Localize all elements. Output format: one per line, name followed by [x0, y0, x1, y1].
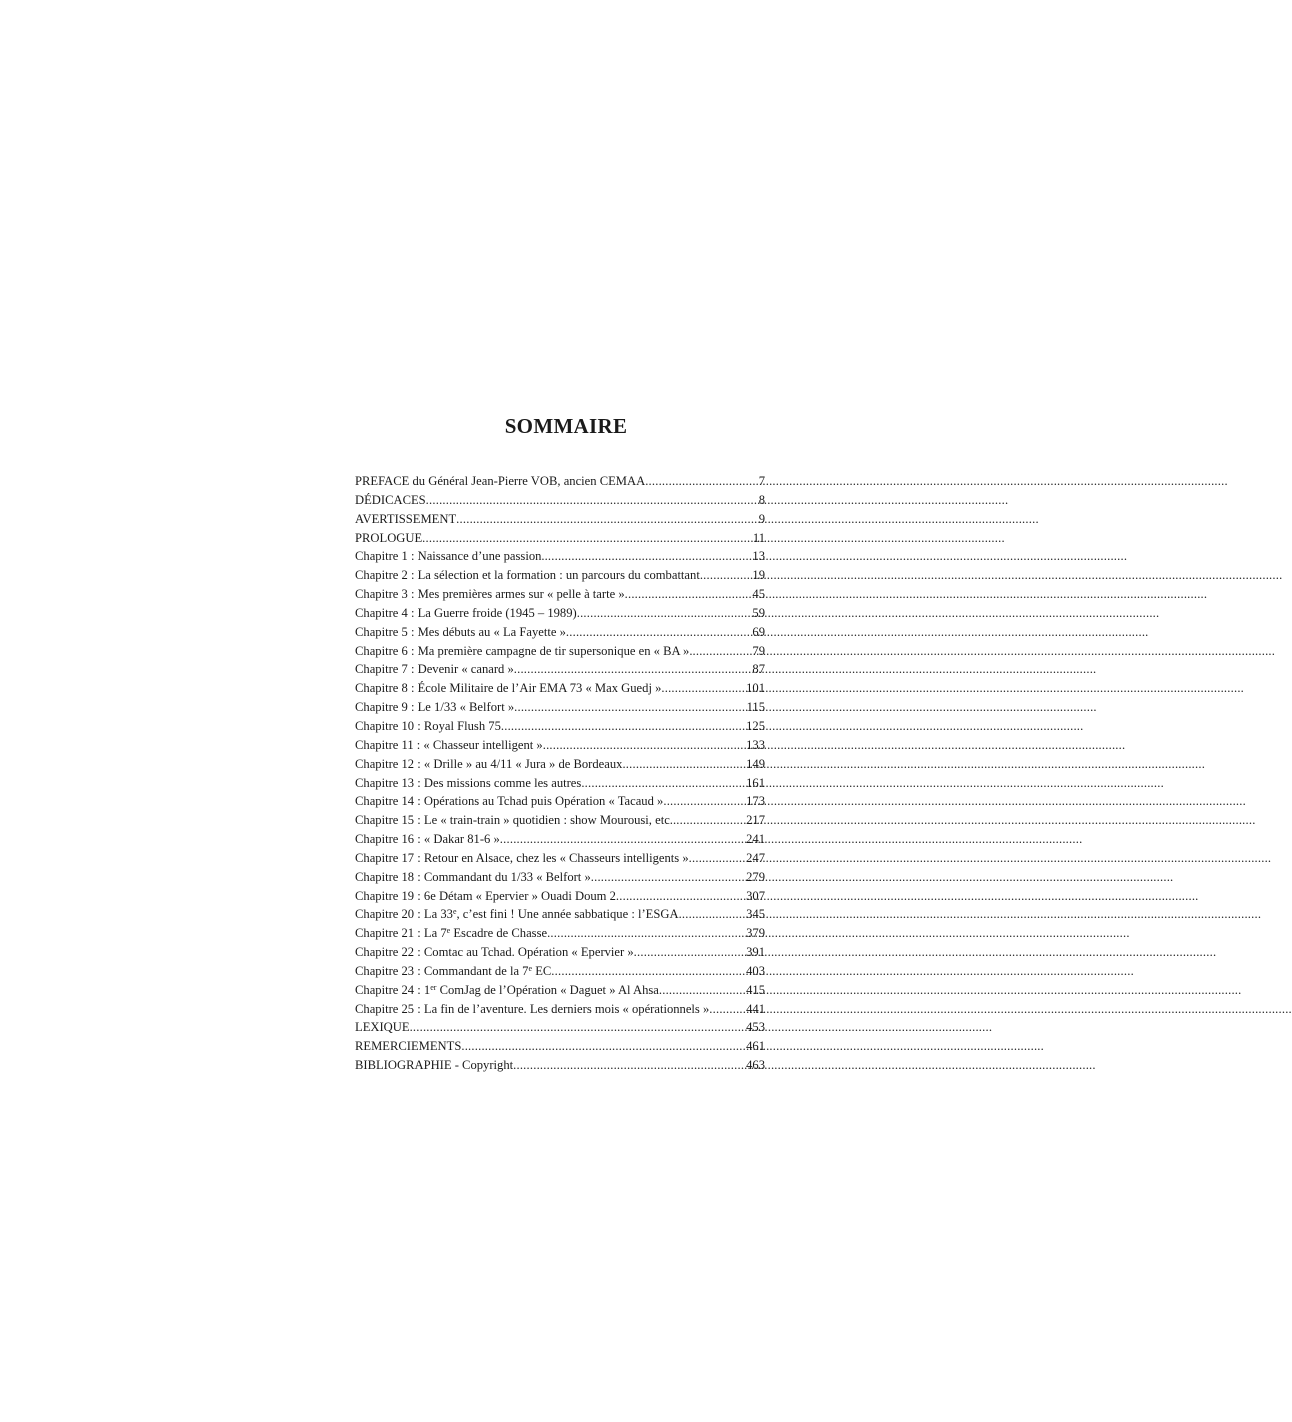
toc-dot-leader	[577, 604, 753, 623]
toc-entry-page-number: 379	[746, 926, 765, 941]
toc-dot-leader	[543, 736, 746, 755]
toc-entry-page-number: 463	[746, 1058, 765, 1073]
toc-entry-label-part: Chapitre 21 : La 7	[355, 926, 447, 941]
toc-entry-page-number: 9	[758, 511, 765, 526]
toc-entry	[355, 924, 765, 943]
toc-entry-label-part: Chapitre 24 : 1	[355, 982, 431, 997]
toc-entry	[355, 943, 765, 962]
toc-dot-leader	[709, 1000, 746, 1019]
toc-entry	[355, 491, 765, 510]
toc-entry-label	[355, 962, 551, 981]
toc-entry-page-number: 403	[746, 963, 765, 978]
toc-entry-label: Chapitre 17 : Retour en Alsace, chez les « Chasseurs intelligents »	[355, 850, 689, 865]
page-title: SOMMAIRE	[504, 414, 628, 438]
toc-entry-label-part: Chapitre 20 : La 33	[355, 907, 453, 922]
toc-dot-leader	[456, 510, 759, 529]
toc-entry-page-number: 19	[752, 568, 765, 583]
toc-entry-page-number: 101	[746, 681, 765, 696]
toc-dot-leader	[566, 623, 753, 642]
toc-entry-label-part: EC	[532, 963, 552, 978]
toc-entry	[355, 547, 765, 566]
toc-entry-page-number: 307	[746, 888, 765, 903]
toc-entry-page-number: 173	[746, 794, 765, 809]
toc-dot-leader	[461, 1037, 746, 1056]
toc-dot-leader	[547, 924, 746, 943]
toc-entry-page-number: 13	[752, 549, 765, 564]
toc-entry	[355, 792, 765, 811]
toc-entry	[355, 604, 765, 623]
toc-entry-page-number: 149	[746, 756, 765, 771]
toc-entry	[355, 905, 765, 924]
toc-dot-leader	[514, 698, 746, 717]
toc-dot-leader	[513, 1056, 746, 1075]
toc-dot-leader	[661, 679, 746, 698]
toc-dot-leader	[634, 943, 746, 962]
toc-entry-superscript: e	[446, 926, 451, 936]
toc-entry-superscript: er	[430, 982, 437, 992]
toc-dot-leader	[410, 1018, 747, 1037]
toc-entry-label: Chapitre 15 : Le « train-train » quotidien : show Mourousi, etc.	[355, 813, 673, 828]
toc-dot-leader	[689, 849, 746, 868]
toc-entry	[355, 736, 765, 755]
toc-dot-leader	[673, 811, 746, 830]
toc-entry-label: Chapitre 8 : École Militaire de l’Air EMA 73 « Max Guedj »	[355, 681, 662, 696]
toc-entry-page-number: 279	[746, 869, 765, 884]
toc-entry-label: Chapitre 19 : 6e Détam « Epervier » Ouadi Doum 2	[355, 888, 616, 903]
toc-entry-page-number: 7	[758, 474, 765, 488]
toc-entry-superscript: e	[452, 907, 457, 917]
toc-entry-page-number: 247	[746, 850, 765, 865]
toc-entry-page-number: 453	[746, 1020, 765, 1035]
toc-dot-leader	[622, 755, 746, 774]
toc-entry	[355, 962, 765, 981]
toc-entry	[355, 981, 765, 1000]
toc-entry-page-number: 8	[758, 492, 765, 507]
toc-dot-leader	[581, 774, 746, 793]
toc-entry-page-number: 161	[746, 775, 765, 790]
toc-entry-page-number: 115	[746, 700, 765, 715]
toc-entry	[355, 642, 765, 661]
toc-entry-label: Chapitre 9 : Le 1/33 « Belfort »	[355, 700, 515, 715]
toc-entry	[355, 868, 765, 887]
toc-entry-label	[355, 981, 659, 1000]
toc-entry-label: PREFACE du Général Jean-Pierre VOB, ancien CEMAA	[355, 474, 646, 488]
toc-entry	[355, 774, 765, 793]
toc-entry-label: Chapitre 2 : La sélection et la formation : un parcours du combattant	[355, 568, 700, 583]
toc-entry-label: Chapitre 16 : « Dakar 81-6 »	[355, 832, 500, 847]
toc-entry-page-number: 79	[752, 643, 765, 658]
toc-entry-label	[355, 905, 679, 924]
toc-entry	[355, 887, 765, 906]
toc-entry-label: Chapitre 14 : Opérations au Tchad puis Opération « Tacaud »	[355, 794, 664, 809]
toc-dot-leader	[663, 792, 746, 811]
toc-entry-page-number: 125	[746, 718, 765, 733]
toc-entry	[355, 660, 765, 679]
toc-dot-leader	[426, 491, 759, 510]
toc-entry-label: Chapitre 18 : Commandant du 1/33 « Belfort »	[355, 869, 591, 884]
toc-entry	[355, 679, 765, 698]
toc-entry-label: Chapitre 10 : Royal Flush 75	[355, 718, 501, 733]
toc-entry	[355, 849, 765, 868]
toc-entry-label: Chapitre 13 : Des missions comme les autres	[355, 775, 582, 790]
toc-entry-page-number: 391	[746, 945, 765, 960]
toc-entry-label: LEXIQUE	[355, 1020, 410, 1035]
toc-dot-leader	[645, 472, 759, 491]
toc-entry-label: Chapitre 25 : La fin de l’aventure. Les derniers mois « opérationnels »	[355, 1001, 710, 1016]
toc-dot-leader	[500, 830, 746, 849]
toc-entry-label: AVERTISSEMENT	[355, 511, 457, 526]
toc-dot-leader	[501, 717, 746, 736]
toc-entry-page-number: 217	[746, 813, 765, 828]
toc-entry	[355, 1000, 765, 1019]
toc-entry-page-number: 87	[752, 662, 765, 677]
toc-dot-leader	[422, 529, 753, 548]
toc-entry	[355, 510, 765, 529]
toc-entry-label: DÉDICACES	[355, 492, 426, 507]
toc-entry	[355, 529, 765, 548]
toc-entry	[355, 623, 765, 642]
toc-entry-page-number: 59	[752, 605, 765, 620]
toc-entry-superscript: e	[528, 963, 533, 973]
toc-dot-leader	[551, 962, 746, 981]
toc-entry-page-number: 69	[752, 624, 765, 639]
toc-entry-page-number: 345	[746, 907, 765, 922]
table-of-contents	[355, 472, 765, 1075]
toc-entry-label: Chapitre 3 : Mes premières armes sur « pelle à tarte »	[355, 587, 625, 602]
toc-entry-label: Chapitre 7 : Devenir « canard »	[355, 662, 514, 677]
toc-entry-label	[355, 924, 547, 943]
toc-dot-leader	[591, 868, 746, 887]
toc-entry-label: REMERCIEMENTS	[355, 1039, 462, 1054]
toc-entry-page-number: 241	[746, 832, 765, 847]
toc-dot-leader	[693, 642, 753, 661]
toc-entry	[355, 1037, 765, 1056]
toc-entry-label: Chapitre 11 : « Chasseur intelligent »	[355, 737, 543, 752]
toc-entry-label-part: Escadre de Chasse	[450, 926, 548, 941]
toc-dot-leader	[625, 585, 753, 604]
toc-entry	[355, 755, 765, 774]
toc-entry-label: Chapitre 12 : « Drille » au 4/11 « Jura » de Bordeaux	[355, 756, 623, 771]
toc-dot-leader	[679, 905, 747, 924]
toc-dot-leader	[700, 566, 753, 585]
toc-entry	[355, 830, 765, 849]
toc-dot-leader	[659, 981, 746, 1000]
toc-entry-page-number: 461	[746, 1039, 765, 1054]
toc-dot-leader	[545, 547, 753, 566]
toc-entry-label: Chapitre 22 : Comtac au Tchad. Opération « Epervier »	[355, 945, 634, 960]
toc-entry-label-part: ComJag de l’Opération « Daguet » Al Ahsa	[436, 982, 659, 997]
toc-entry	[355, 472, 765, 491]
toc-entry-page-number: 415	[746, 982, 765, 997]
toc-entry-page-number: 45	[752, 587, 765, 602]
toc-entry-label-part: , c’est fini ! Une année sabbatique : l’ESGA	[456, 907, 679, 922]
toc-entry	[355, 717, 765, 736]
toc-entry-label: PROLOGUE	[355, 530, 423, 545]
toc-entry	[355, 585, 765, 604]
toc-entry	[355, 698, 765, 717]
toc-entry-label: BIBLIOGRAPHIE - Copyright	[355, 1058, 514, 1073]
toc-entry	[355, 811, 765, 830]
toc-entry-label: Chapitre 6 : Ma première campagne de tir supersonique en « BA ».	[355, 643, 693, 658]
toc-dot-leader	[616, 887, 746, 906]
toc-entry	[355, 566, 765, 585]
toc-entry-page-number: 441	[746, 1001, 765, 1016]
toc-entry	[355, 1018, 765, 1037]
toc-entry-label-part: Chapitre 23 : Commandant de la 7	[355, 963, 529, 978]
toc-entry	[355, 1056, 765, 1075]
toc-entry-page-number: 133	[746, 737, 765, 752]
toc-entry-page-number: 11	[752, 530, 765, 545]
toc-entry-label: Chapitre 4 : La Guerre froide (1945 – 1989)	[355, 605, 577, 620]
toc-dot-leader	[514, 660, 753, 679]
toc-entry-label: Chapitre 1 : Naissance d’une passion.	[355, 549, 545, 564]
toc-entry-label: Chapitre 5 : Mes débuts au « La Fayette »	[355, 624, 566, 639]
